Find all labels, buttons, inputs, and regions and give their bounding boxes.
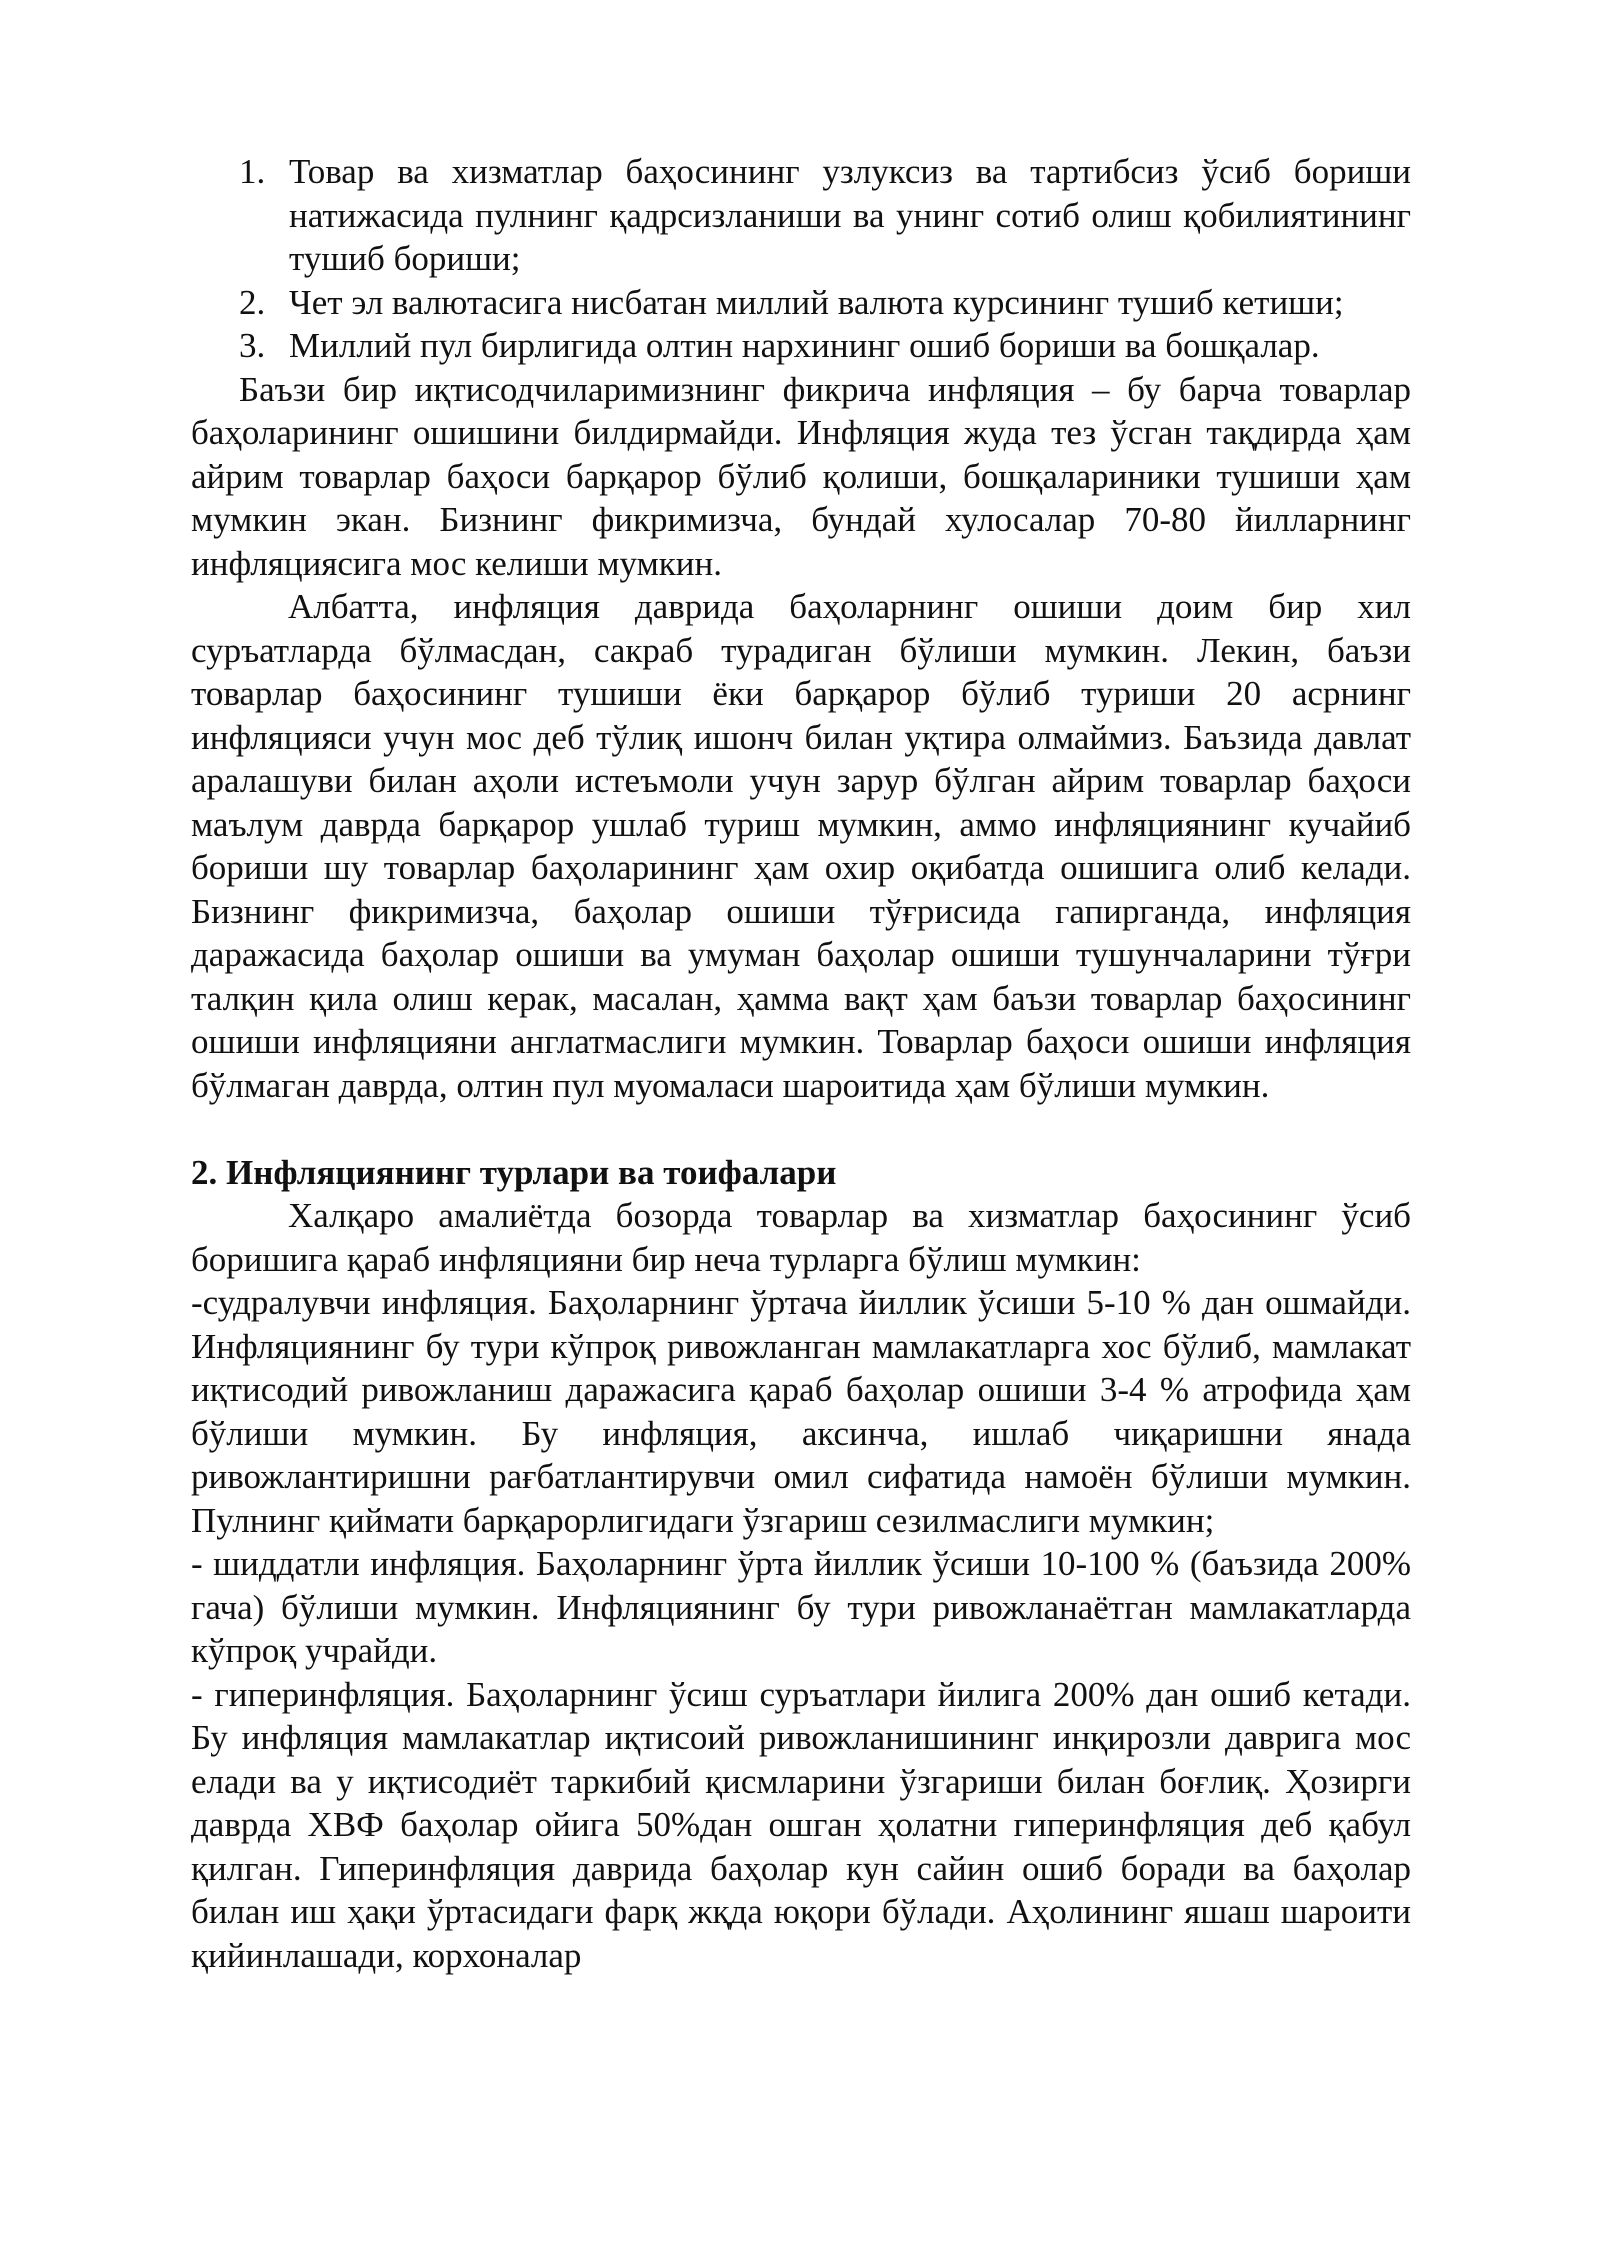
paragraph-price-growth: Албатта, инфляция даврида баҳоларнинг ошиши доим бир хил суръатларда бўлмасдан, сакраб турадиган бўлиши мумкин. Лекин, баъзи товарлар баҳосининг тушиши ёки барқарор бўлиб туриши 20 асрнинг инфляцияси учун мос деб тўлиқ ишонч билан уқтира олмаймиз. Баъзида давлат аралашуви билан аҳоли истеъмоли учун зарур бўлган айрим товарлар баҳоси маълум даврда барқарор ушлаб туриш мумкин, аммо инфляциянинг кучайиб бориши шу товарлар баҳоларининг ҳам охир оқибатда ошишига олиб келади. Бизнинг фикримизча, баҳолар ошиши тўғрисида гапирганда, инфляция даражасида баҳолар ошиши ва умуман баҳолар ошиши тушунчаларини тўғри талқин қила олиш керак, масалан, ҳамма вақт ҳам баъзи товарлар баҳосининг ошиши инфляцияни англатмаслиги мумкин. Товарлар баҳоси ошиши инфляция бўлмаган даврда, олтин пул муомаласи шароитида ҳам бўлиши мумкин.: [191, 587, 1411, 1105]
paragraph-gap: [191, 1107, 1411, 1151]
paragraph-economists-opinion: Баъзи бир иқтисодчиларимизнинг фикрича инфляция – бу барча товарлар баҳоларининг ошишини билдирмайди. Инфляция жуда тез ўсган тақдирда ҳам айрим товарлар баҳоси барқарор бўлиб қолиши, бошқалариники тушиши ҳам мумкин экан. Бизнинг фикримизча, бундай хулосалар 70-80 йилларнинг инфляциясига мос келиши мумкин.: [191, 369, 1411, 583]
list-item: [239, 150, 1411, 281]
list-item-text: Чет эл валютасига нисбатан миллий валюта курсининг тушиб кетиши;: [289, 282, 1344, 322]
list-item: [239, 324, 1411, 368]
list-item-number: 2.: [239, 282, 266, 322]
document-page: [191, 150, 1411, 1977]
list-item-text: Товар ва хизматлар баҳосининг узлуксиз ва тартибсиз ўсиб бориши натижасида пулнинг қадрсизланиши ва унинг сотиб олиш қобилиятининг тушиб бориши;: [289, 152, 1411, 278]
paragraph-intro-types: Халқаро амалиётда бозорда товарлар ва хизматлар баҳосининг ўсиб боришига қараб инфляцияни бир неча турларга бўлиш мумкин:: [191, 1196, 1411, 1279]
list-item-text: Миллий пул бирлигида олтин нархининг ошиб бориши ва бошқалар.: [289, 326, 1320, 365]
list-item: [239, 281, 1411, 325]
paragraph-creeping-inflation: -судралувчи инфляция. Баҳоларнинг ўртача йиллик ўсиши 5-10 % дан ошмайди. Инфляциянинг бу тури кўпроқ ривожланган мамлакатларга хос бўлиб, мамлакат иқтисодий ривожланиш даражасига қараб баҳолар ошиши 3-4 % атрофида ҳам бўлиши мумкин. Бу инфляция, аксинча, ишлаб чиқаришни янада ривожлантиришни рағбатлантирувчи омил сифатида намоён бўлиши мумкин. Пулнинг қиймати барқарорлигидаги ўзгариш сезилмаслиги мумкин;: [191, 1283, 1411, 1540]
numbered-list: [191, 150, 1411, 368]
list-item-number: 1.: [239, 152, 266, 191]
paragraph-galloping-inflation: - шиддатли инфляция. Баҳоларнинг ўрта йиллик ўсиши 10-100 % (баъзида 200% гача) бўлиши мумкин. Инфляциянинг бу тури ривожланаётган мамлакатларда кўпроқ учрайди.: [191, 1544, 1411, 1670]
section-heading: 2. Инфляциянинг турлари ва тоифалари: [191, 1152, 837, 1192]
paragraph-hyperinflation: - гиперинфляция. Баҳоларнинг ўсиш суръатлари йилига 200% дан ошиб кетади. Бу инфляция мамлакатлар иқтисоий ривожланишининг инқирозли даврига мос елади ва у иқтисодиёт таркибий қисмларини ўзгариши билан боғлиқ. Ҳозирги даврда ХВФ баҳолар ойига 50%дан ошган ҳолатни гиперинфляция деб қабул қилган. Гиперинфляция даврида баҳолар кун сайин ошиб боради ва баҳолар билан иш ҳақи ўртасидаги фарқ жқда юқори бўлади. Аҳолининг яшаш шароити қийинлашади, корхоналар: [191, 1674, 1411, 1975]
list-item-number: 3.: [239, 326, 266, 365]
